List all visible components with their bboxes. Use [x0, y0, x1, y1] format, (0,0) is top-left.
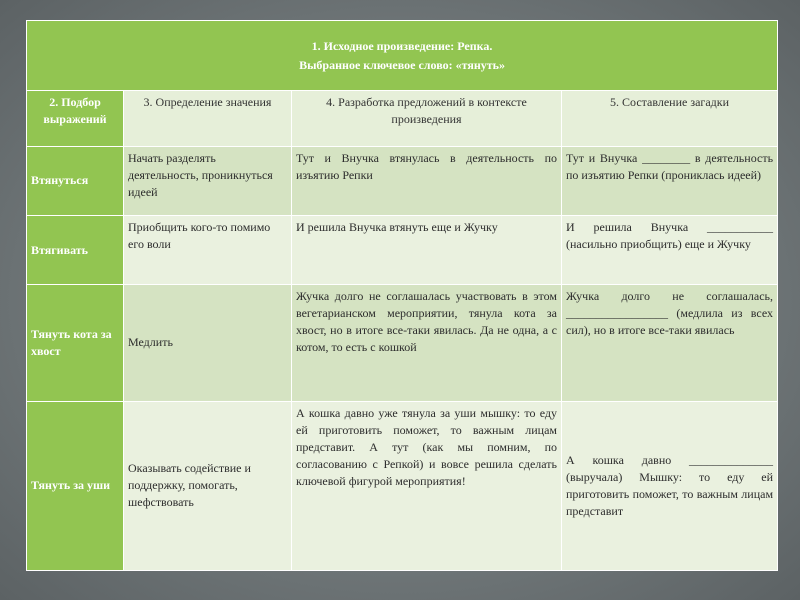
row-label: Тянуть за уши — [27, 401, 124, 570]
row-meaning: Начать разделять деятельность, проникнуться идеей — [124, 146, 292, 215]
table-row — [27, 216, 778, 285]
row-label: Втянуться — [27, 146, 124, 215]
row-sentence: И решила Внучка втянуть еще и Жучку — [292, 216, 562, 285]
row-sentence: Жучка долго не соглашалась участвовать в этом вегетарианском мероприятии, тянула кота за хвост, но в итоге все-таки явилась. Да не одна, а с котом, то есть с кошкой — [292, 285, 562, 402]
col-header-meaning: 3. Определение значения — [124, 91, 292, 147]
table-row — [27, 146, 778, 215]
row-riddle: И решила Внучка ___________ (насильно приобщить) еще и Жучку — [562, 216, 778, 285]
table-row — [27, 285, 778, 402]
col-header-riddle: 5. Составление загадки — [562, 91, 778, 147]
row-meaning: Медлить — [124, 285, 292, 402]
row-sentence: А кошка давно уже тянула за уши мышку: то еду ей приготовить поможет, то важным лицам представит. А тут (как мы помним, по согласованию с Репкой) и вовсе решила сделать ключевой фигурой мероприятия! — [292, 401, 562, 570]
title-keyword: Выбранное ключевое слово: «тянуть» — [299, 57, 505, 72]
col-header-expressions: 2. Подбор выражений — [27, 91, 124, 147]
row-sentence: Тут и Внучка втянулась в деятельность по изъятию Репки — [292, 146, 562, 215]
row-riddle: Жучка долго не соглашалась, _________________ (медлила из всех сил), но в итоге все-таки явилась — [562, 285, 778, 402]
row-meaning: Оказывать содействие и поддержку, помогать, шефствовать — [124, 401, 292, 570]
row-riddle: Тут и Внучка ________ в деятельность по изъятию Репки (прониклась идеей) — [562, 146, 778, 215]
keyword-table — [26, 20, 778, 571]
row-riddle: А кошка давно ______________ (выручала) Мышку: то еду ей приготовить поможет, то важным лицам представит — [562, 401, 778, 570]
row-label: Втягивать — [27, 216, 124, 285]
table-title — [27, 21, 778, 91]
col-header-sentences: 4. Разработка предложений в контексте произведения — [292, 91, 562, 147]
title-source-work: 1. Исходное произведение: Репка. — [311, 38, 493, 53]
row-label: Тянуть кота за хвост — [27, 285, 124, 402]
table-row — [27, 401, 778, 570]
row-meaning: Приобщить кого-то помимо его воли — [124, 216, 292, 285]
